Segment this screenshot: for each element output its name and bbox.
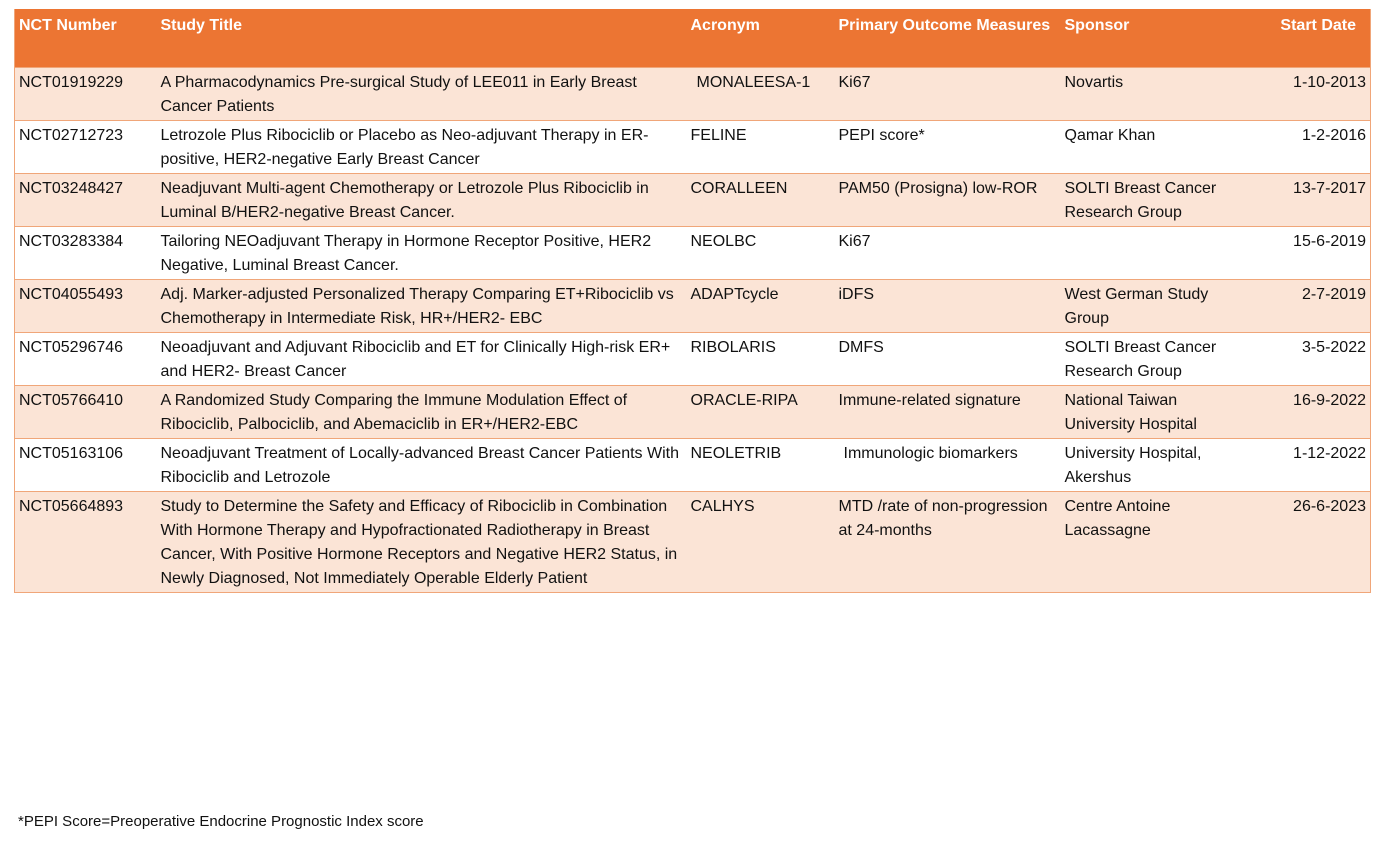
cell-sponsor: University Hospital, Akershus [1061, 439, 1247, 492]
cell-sponsor: SOLTI Breast Cancer Research Group [1061, 333, 1247, 386]
cell-acronym: FELINE [687, 121, 835, 174]
cell-primary-outcome: Immune-related signature [835, 386, 1061, 439]
cell-acronym: ORACLE-RIPA [687, 386, 835, 439]
cell-start-date: 13-7-2017 [1247, 174, 1371, 227]
cell-acronym: NEOLETRIB [687, 439, 835, 492]
cell-sponsor: Novartis [1061, 68, 1247, 121]
cell-start-date: 26-6-2023 [1247, 492, 1371, 593]
cell-study-title: A Pharmacodynamics Pre-surgical Study of LEE011 in Early Breast Cancer Patients [157, 68, 687, 121]
cell-nct-number: NCT04055493 [15, 280, 157, 333]
cell-primary-outcome: MTD /rate of non-progression at 24-months [835, 492, 1061, 593]
cell-start-date: 1-12-2022 [1247, 439, 1371, 492]
cell-primary-outcome: PEPI score* [835, 121, 1061, 174]
cell-nct-number: NCT03283384 [15, 227, 157, 280]
footnote: *PEPI Score=Preoperative Endocrine Prognostic Index score [18, 813, 424, 830]
cell-primary-outcome: Ki67 [835, 68, 1061, 121]
cell-start-date: 1-2-2016 [1247, 121, 1371, 174]
cell-sponsor: Centre Antoine Lacassagne [1061, 492, 1247, 593]
cell-nct-number: NCT05766410 [15, 386, 157, 439]
table-row [15, 121, 1371, 174]
cell-start-date: 16-9-2022 [1247, 386, 1371, 439]
cell-sponsor: Qamar Khan [1061, 121, 1247, 174]
cell-start-date: 3-5-2022 [1247, 333, 1371, 386]
cell-sponsor: National Taiwan University Hospital [1061, 386, 1247, 439]
cell-acronym: CALHYS [687, 492, 835, 593]
cell-primary-outcome: Ki67 [835, 227, 1061, 280]
cell-study-title: Study to Determine the Safety and Efficacy of Ribociclib in Combination With Hormone Therapy and Hypofractionated Radiotherapy in Breast Cancer, With Positive Hormone Receptors and Negative HER2 Status, in Newly Diagnosed, Not Immediately Operable Elderly Patient [157, 492, 687, 593]
cell-primary-outcome: DMFS [835, 333, 1061, 386]
header-primary-outcome: Primary Outcome Measures [835, 9, 1061, 68]
table-row [15, 386, 1371, 439]
cell-nct-number: NCT03248427 [15, 174, 157, 227]
cell-study-title: Tailoring NEOadjuvant Therapy in Hormone Receptor Positive, HER2 Negative, Luminal Breast Cancer. [157, 227, 687, 280]
table-row [15, 68, 1371, 121]
header-start-date: Start Date [1247, 9, 1371, 68]
table-row [15, 227, 1371, 280]
cell-start-date: 15-6-2019 [1247, 227, 1371, 280]
header-acronym: Acronym [687, 9, 835, 68]
cell-acronym: RIBOLARIS [687, 333, 835, 386]
table-row [15, 174, 1371, 227]
cell-primary-outcome: PAM50 (Prosigna) low-ROR [835, 174, 1061, 227]
cell-acronym: CORALLEEN [687, 174, 835, 227]
cell-nct-number: NCT05664893 [15, 492, 157, 593]
cell-study-title: Neoadjuvant Treatment of Locally-advanced Breast Cancer Patients With Ribociclib and Letrozole [157, 439, 687, 492]
cell-study-title: Neadjuvant Multi-agent Chemotherapy or Letrozole Plus Ribociclib in Luminal B/HER2-negative Breast Cancer. [157, 174, 687, 227]
table-row [15, 492, 1371, 593]
cell-primary-outcome: Immunologic biomarkers [835, 439, 1061, 492]
header-nct-number: NCT Number [15, 9, 157, 68]
cell-acronym: MONALEESA-1 [687, 68, 835, 121]
table-row [15, 333, 1371, 386]
cell-study-title: Adj. Marker-adjusted Personalized Therapy Comparing ET+Ribociclib vs Chemotherapy in Intermediate Risk, HR+/HER2- EBC [157, 280, 687, 333]
cell-sponsor [1061, 227, 1247, 280]
cell-start-date: 2-7-2019 [1247, 280, 1371, 333]
cell-primary-outcome: iDFS [835, 280, 1061, 333]
cell-acronym: ADAPTcycle [687, 280, 835, 333]
cell-nct-number: NCT05163106 [15, 439, 157, 492]
cell-start-date: 1-10-2013 [1247, 68, 1371, 121]
cell-acronym: NEOLBC [687, 227, 835, 280]
table-row [15, 280, 1371, 333]
cell-study-title: Neoadjuvant and Adjuvant Ribociclib and ET for Clinically High-risk ER+ and HER2- Breast Cancer [157, 333, 687, 386]
cell-study-title: Letrozole Plus Ribociclib or Placebo as Neo-adjuvant Therapy in ER-positive, HER2-negative Early Breast Cancer [157, 121, 687, 174]
table-row [15, 439, 1371, 492]
cell-sponsor: West German Study Group [1061, 280, 1247, 333]
clinical-trials-table [14, 9, 1371, 593]
header-sponsor: Sponsor [1061, 9, 1247, 68]
cell-nct-number: NCT01919229 [15, 68, 157, 121]
header-study-title: Study Title [157, 9, 687, 68]
cell-study-title: A Randomized Study Comparing the Immune Modulation Effect of Ribociclib, Palbociclib, and Abemaciclib in ER+/HER2-EBC [157, 386, 687, 439]
cell-nct-number: NCT02712723 [15, 121, 157, 174]
table-header-row [15, 9, 1371, 68]
cell-nct-number: NCT05296746 [15, 333, 157, 386]
cell-sponsor: SOLTI Breast Cancer Research Group [1061, 174, 1247, 227]
